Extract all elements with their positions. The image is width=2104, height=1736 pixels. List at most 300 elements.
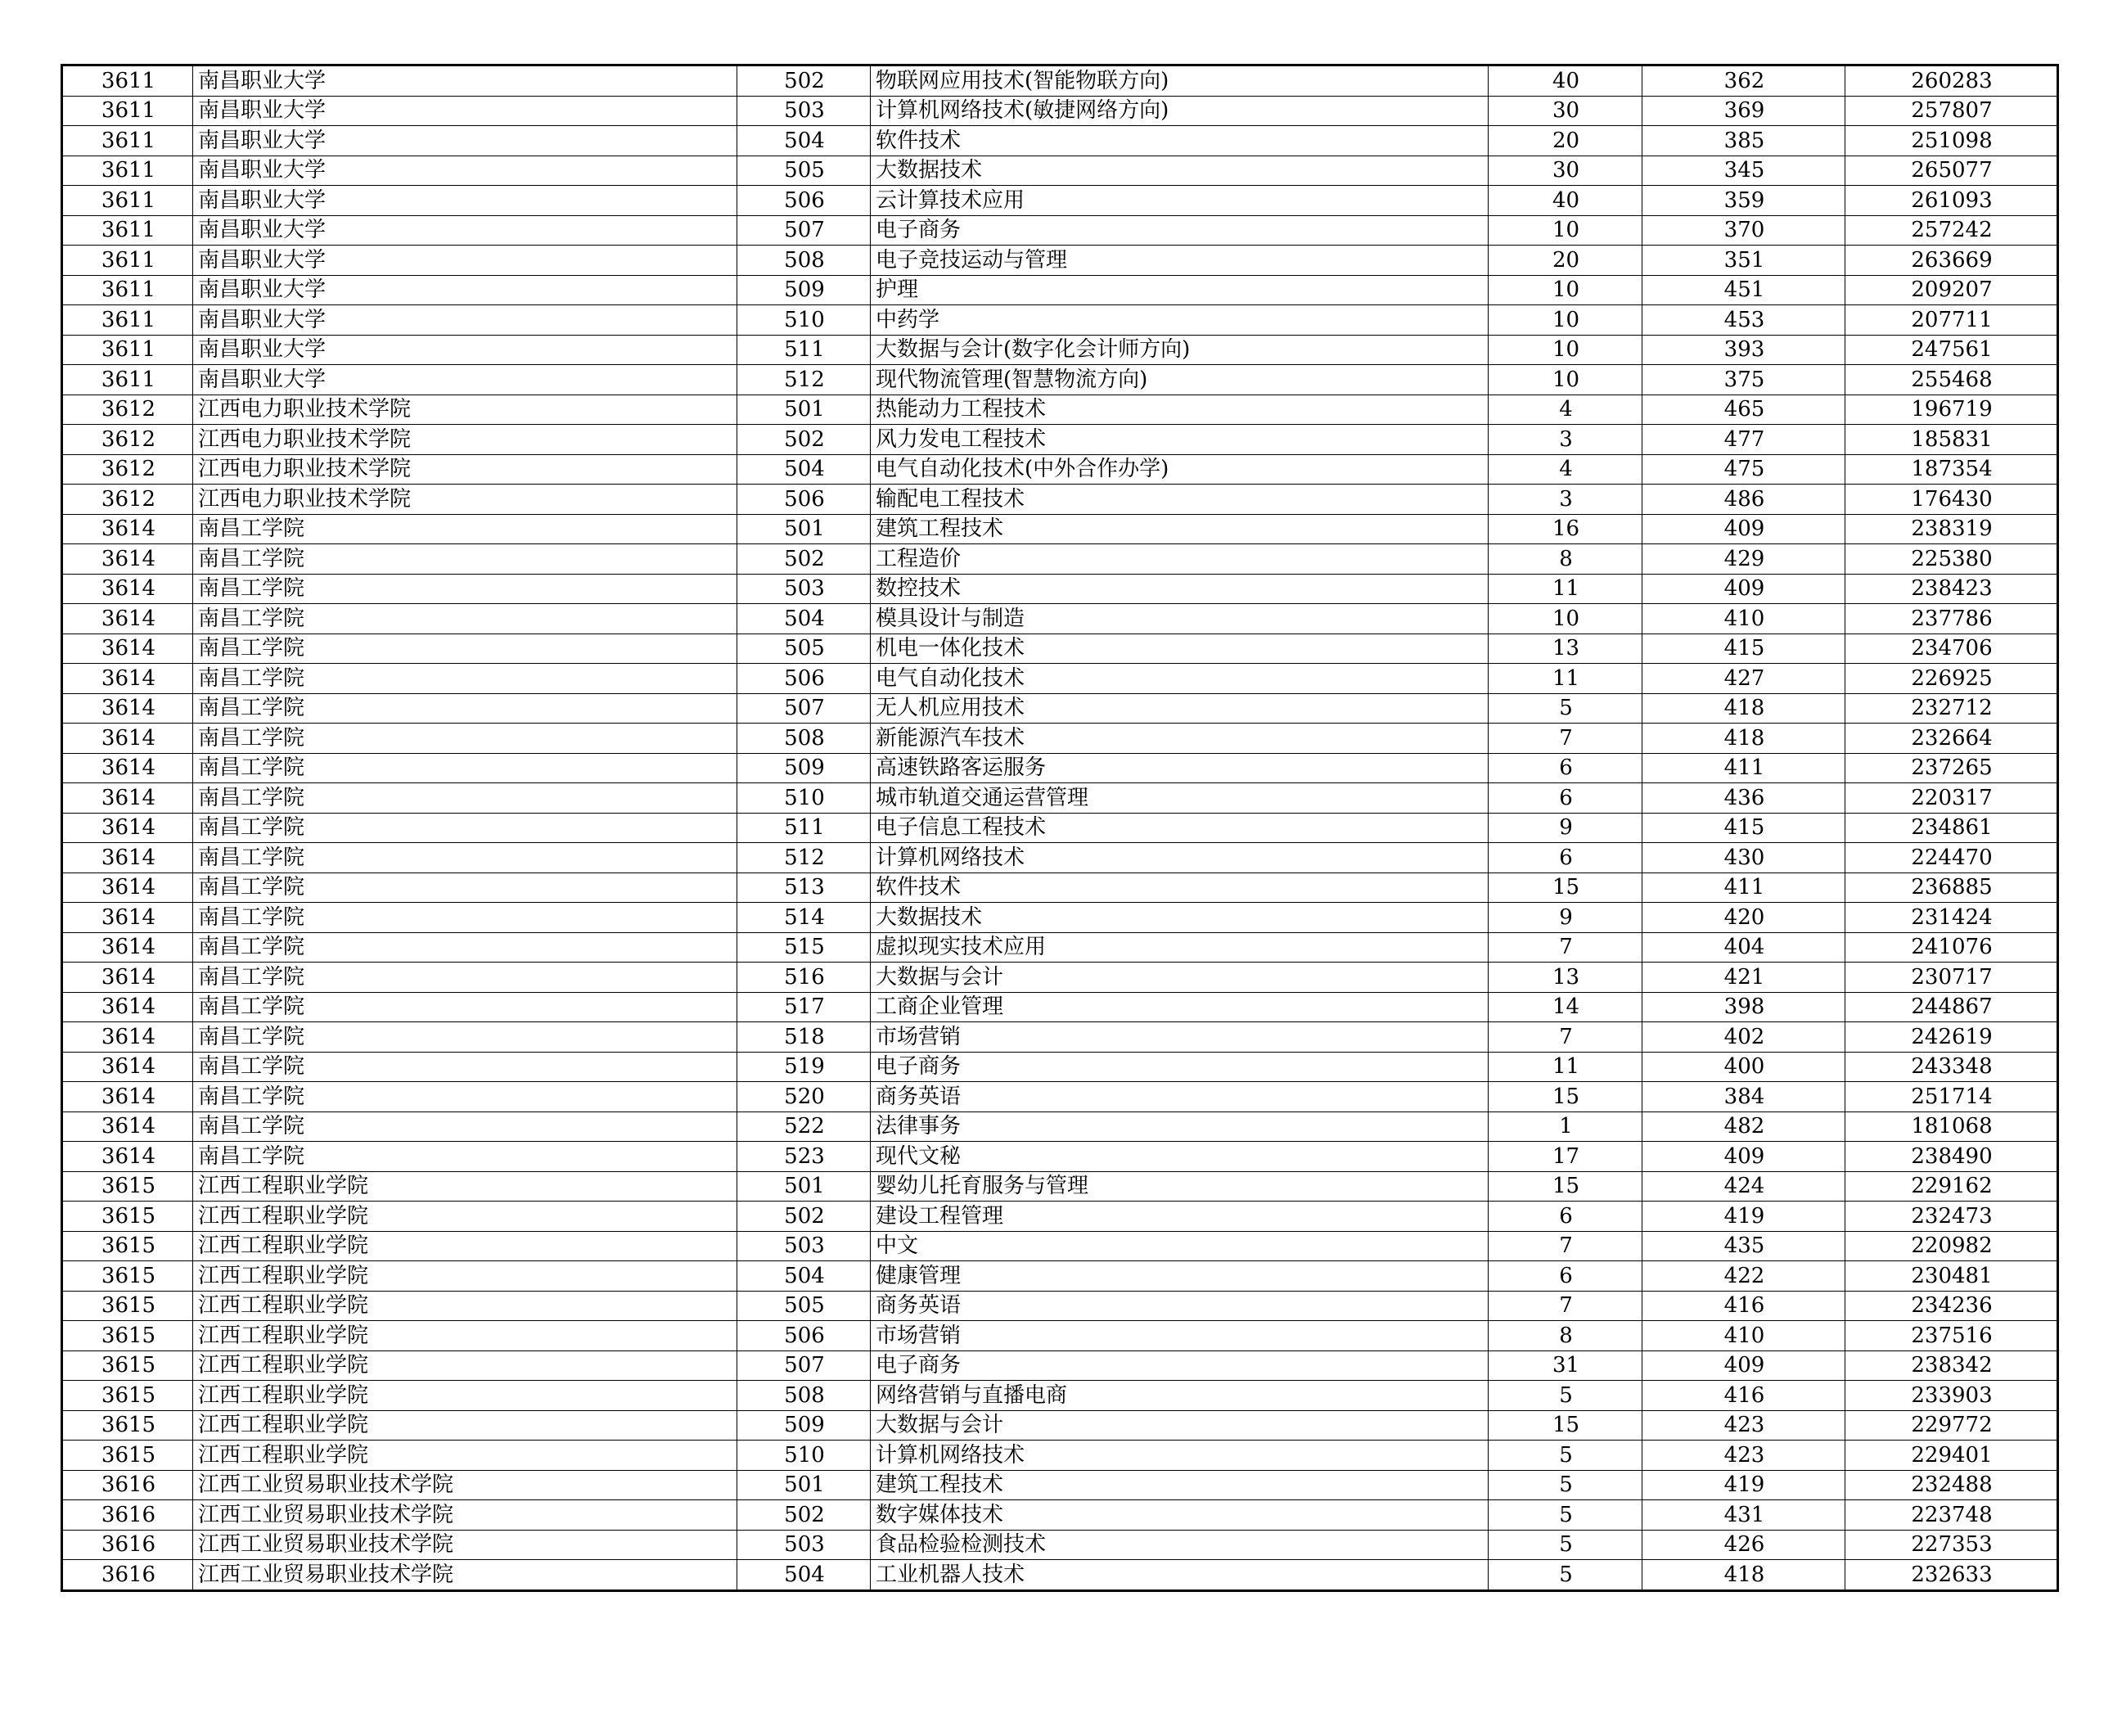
min-rank-cell: 223748 <box>1845 1500 2058 1531</box>
min-score-cell: 409 <box>1642 1142 1845 1172</box>
school-code-cell: 3615 <box>62 1441 193 1471</box>
min-rank-cell: 255468 <box>1845 365 2058 395</box>
school-code-cell: 3611 <box>62 305 193 336</box>
school-name-cell: 南昌工学院 <box>193 903 737 933</box>
min-score-cell: 482 <box>1642 1111 1845 1142</box>
major-code-cell: 502 <box>737 1500 871 1531</box>
plan-count-cell: 5 <box>1489 1441 1642 1471</box>
table-row <box>62 544 2058 575</box>
min-score-cell: 429 <box>1642 544 1845 575</box>
min-score-cell: 436 <box>1642 783 1845 814</box>
table-row <box>62 1441 2058 1471</box>
plan-count-cell: 1 <box>1489 1111 1642 1142</box>
major-code-cell: 513 <box>737 873 871 903</box>
school-name-cell: 南昌工学院 <box>193 1052 737 1082</box>
min-score-cell: 370 <box>1642 215 1845 246</box>
major-name-cell: 中药学 <box>871 305 1489 336</box>
major-code-cell: 519 <box>737 1052 871 1082</box>
school-code-cell: 3614 <box>62 753 193 783</box>
school-name-cell: 南昌工学院 <box>193 514 737 544</box>
major-name-cell: 软件技术 <box>871 873 1489 903</box>
major-code-cell: 515 <box>737 932 871 963</box>
plan-count-cell: 10 <box>1489 604 1642 634</box>
plan-count-cell: 7 <box>1489 1022 1642 1053</box>
major-name-cell: 电气自动化技术 <box>871 664 1489 694</box>
major-code-cell: 507 <box>737 1350 871 1381</box>
major-code-cell: 511 <box>737 335 871 365</box>
min-score-cell: 427 <box>1642 664 1845 694</box>
min-score-cell: 421 <box>1642 963 1845 993</box>
min-rank-cell: 237516 <box>1845 1321 2058 1351</box>
min-score-cell: 422 <box>1642 1261 1845 1292</box>
min-score-cell: 384 <box>1642 1082 1845 1112</box>
school-name-cell: 南昌职业大学 <box>193 246 737 276</box>
major-name-cell: 市场营销 <box>871 1321 1489 1351</box>
school-name-cell: 南昌职业大学 <box>193 156 737 186</box>
table-row <box>62 1082 2058 1112</box>
table-row <box>62 693 2058 724</box>
major-code-cell: 504 <box>737 1560 871 1591</box>
min-rank-cell: 207711 <box>1845 305 2058 336</box>
major-code-cell: 502 <box>737 544 871 575</box>
school-code-cell: 3614 <box>62 932 193 963</box>
table-row <box>62 1202 2058 1232</box>
min-score-cell: 393 <box>1642 335 1845 365</box>
plan-count-cell: 40 <box>1489 186 1642 216</box>
min-score-cell: 486 <box>1642 485 1845 515</box>
min-rank-cell: 241076 <box>1845 932 2058 963</box>
school-code-cell: 3614 <box>62 604 193 634</box>
school-code-cell: 3612 <box>62 485 193 515</box>
major-name-cell: 建设工程管理 <box>871 1202 1489 1232</box>
major-code-cell: 520 <box>737 1082 871 1112</box>
min-rank-cell: 225380 <box>1845 544 2058 575</box>
major-code-cell: 509 <box>737 275 871 305</box>
plan-count-cell: 3 <box>1489 425 1642 455</box>
major-name-cell: 中文 <box>871 1231 1489 1261</box>
min-rank-cell: 261093 <box>1845 186 2058 216</box>
major-code-cell: 510 <box>737 783 871 814</box>
school-name-cell: 江西电力职业技术学院 <box>193 395 737 425</box>
table-row <box>62 1321 2058 1351</box>
major-name-cell: 现代文秘 <box>871 1142 1489 1172</box>
min-score-cell: 411 <box>1642 873 1845 903</box>
min-score-cell: 418 <box>1642 724 1845 754</box>
major-code-cell: 523 <box>737 1142 871 1172</box>
min-rank-cell: 226925 <box>1845 664 2058 694</box>
school-name-cell: 江西工程职业学院 <box>193 1261 737 1292</box>
school-name-cell: 南昌职业大学 <box>193 335 737 365</box>
table-row <box>62 1171 2058 1202</box>
min-rank-cell: 232473 <box>1845 1202 2058 1232</box>
major-name-cell: 计算机网络技术 <box>871 1441 1489 1471</box>
major-code-cell: 504 <box>737 604 871 634</box>
min-score-cell: 430 <box>1642 843 1845 873</box>
school-code-cell: 3614 <box>62 634 193 664</box>
school-code-cell: 3611 <box>62 156 193 186</box>
min-score-cell: 385 <box>1642 126 1845 156</box>
plan-count-cell: 17 <box>1489 1142 1642 1172</box>
school-code-cell: 3615 <box>62 1171 193 1202</box>
min-rank-cell: 227353 <box>1845 1530 2058 1560</box>
major-code-cell: 516 <box>737 963 871 993</box>
plan-count-cell: 15 <box>1489 1171 1642 1202</box>
plan-count-cell: 15 <box>1489 873 1642 903</box>
school-name-cell: 江西工程职业学院 <box>193 1171 737 1202</box>
school-code-cell: 3614 <box>62 813 193 843</box>
school-code-cell: 3615 <box>62 1291 193 1321</box>
table-row <box>62 753 2058 783</box>
school-name-cell: 江西工程职业学院 <box>193 1350 737 1381</box>
min-score-cell: 409 <box>1642 514 1845 544</box>
school-name-cell: 南昌工学院 <box>193 724 737 754</box>
min-rank-cell: 234236 <box>1845 1291 2058 1321</box>
school-name-cell: 江西工业贸易职业技术学院 <box>193 1500 737 1531</box>
major-code-cell: 503 <box>737 96 871 126</box>
plan-count-cell: 11 <box>1489 664 1642 694</box>
major-code-cell: 514 <box>737 903 871 933</box>
table-row <box>62 186 2058 216</box>
table-row <box>62 126 2058 156</box>
table-row <box>62 156 2058 186</box>
min-rank-cell: 220317 <box>1845 783 2058 814</box>
school-name-cell: 南昌工学院 <box>193 604 737 634</box>
min-score-cell: 418 <box>1642 1560 1845 1591</box>
table-row <box>62 485 2058 515</box>
major-code-cell: 510 <box>737 1441 871 1471</box>
school-code-cell: 3611 <box>62 335 193 365</box>
major-name-cell: 高速铁路客运服务 <box>871 753 1489 783</box>
plan-count-cell: 4 <box>1489 454 1642 485</box>
school-code-cell: 3614 <box>62 903 193 933</box>
school-code-cell: 3614 <box>62 1082 193 1112</box>
major-name-cell: 工商企业管理 <box>871 992 1489 1022</box>
school-code-cell: 3615 <box>62 1231 193 1261</box>
table-row <box>62 305 2058 336</box>
major-name-cell: 虚拟现实技术应用 <box>871 932 1489 963</box>
plan-count-cell: 20 <box>1489 246 1642 276</box>
table-row <box>62 96 2058 126</box>
school-name-cell: 江西工业贸易职业技术学院 <box>193 1530 737 1560</box>
major-code-cell: 509 <box>737 1410 871 1441</box>
school-name-cell: 江西工程职业学院 <box>193 1441 737 1471</box>
plan-count-cell: 9 <box>1489 903 1642 933</box>
min-rank-cell: 232633 <box>1845 1560 2058 1591</box>
school-name-cell: 南昌职业大学 <box>193 186 737 216</box>
school-name-cell: 江西工业贸易职业技术学院 <box>193 1560 737 1591</box>
min-score-cell: 410 <box>1642 1321 1845 1351</box>
plan-count-cell: 40 <box>1489 65 1642 97</box>
min-rank-cell: 265077 <box>1845 156 2058 186</box>
school-code-cell: 3614 <box>62 873 193 903</box>
school-code-cell: 3611 <box>62 246 193 276</box>
school-name-cell: 江西工程职业学院 <box>193 1381 737 1411</box>
plan-count-cell: 15 <box>1489 1410 1642 1441</box>
major-name-cell: 健康管理 <box>871 1261 1489 1292</box>
table-row <box>62 963 2058 993</box>
plan-count-cell: 20 <box>1489 126 1642 156</box>
major-name-cell: 工业机器人技术 <box>871 1560 1489 1591</box>
school-code-cell: 3611 <box>62 65 193 97</box>
plan-count-cell: 10 <box>1489 335 1642 365</box>
school-code-cell: 3616 <box>62 1560 193 1591</box>
school-code-cell: 3612 <box>62 425 193 455</box>
school-code-cell: 3615 <box>62 1410 193 1441</box>
school-code-cell: 3614 <box>62 1022 193 1053</box>
table-row <box>62 1261 2058 1292</box>
min-score-cell: 416 <box>1642 1291 1845 1321</box>
plan-count-cell: 14 <box>1489 992 1642 1022</box>
school-name-cell: 南昌工学院 <box>193 932 737 963</box>
major-name-cell: 电气自动化技术(中外合作办学) <box>871 454 1489 485</box>
min-rank-cell: 238490 <box>1845 1142 2058 1172</box>
major-code-cell: 508 <box>737 246 871 276</box>
min-rank-cell: 243348 <box>1845 1052 2058 1082</box>
plan-count-cell: 6 <box>1489 783 1642 814</box>
plan-count-cell: 8 <box>1489 1321 1642 1351</box>
plan-count-cell: 3 <box>1489 485 1642 515</box>
plan-count-cell: 11 <box>1489 574 1642 604</box>
table-row <box>62 1142 2058 1172</box>
plan-count-cell: 13 <box>1489 963 1642 993</box>
school-name-cell: 江西电力职业技术学院 <box>193 485 737 515</box>
school-name-cell: 南昌工学院 <box>193 992 737 1022</box>
plan-count-cell: 7 <box>1489 1291 1642 1321</box>
plan-count-cell: 30 <box>1489 96 1642 126</box>
table-row <box>62 246 2058 276</box>
school-code-cell: 3615 <box>62 1350 193 1381</box>
school-name-cell: 江西工业贸易职业技术学院 <box>193 1470 737 1500</box>
major-name-cell: 电子商务 <box>871 215 1489 246</box>
plan-count-cell: 8 <box>1489 544 1642 575</box>
school-code-cell: 3615 <box>62 1381 193 1411</box>
min-score-cell: 423 <box>1642 1410 1845 1441</box>
plan-count-cell: 5 <box>1489 1470 1642 1500</box>
school-name-cell: 南昌工学院 <box>193 1082 737 1112</box>
min-rank-cell: 251098 <box>1845 126 2058 156</box>
min-score-cell: 423 <box>1642 1441 1845 1471</box>
min-score-cell: 375 <box>1642 365 1845 395</box>
plan-count-cell: 10 <box>1489 365 1642 395</box>
major-code-cell: 504 <box>737 126 871 156</box>
min-score-cell: 409 <box>1642 574 1845 604</box>
min-rank-cell: 229772 <box>1845 1410 2058 1441</box>
min-score-cell: 409 <box>1642 1350 1845 1381</box>
school-name-cell: 南昌职业大学 <box>193 365 737 395</box>
school-name-cell: 南昌工学院 <box>193 843 737 873</box>
school-code-cell: 3615 <box>62 1261 193 1292</box>
school-code-cell: 3614 <box>62 1052 193 1082</box>
min-score-cell: 362 <box>1642 65 1845 97</box>
table-row <box>62 1022 2058 1053</box>
min-rank-cell: 238319 <box>1845 514 2058 544</box>
major-name-cell: 计算机网络技术 <box>871 843 1489 873</box>
min-score-cell: 369 <box>1642 96 1845 126</box>
school-code-cell: 3611 <box>62 365 193 395</box>
major-code-cell: 502 <box>737 1202 871 1232</box>
major-name-cell: 商务英语 <box>871 1291 1489 1321</box>
major-name-cell: 大数据与会计(数字化会计师方向) <box>871 335 1489 365</box>
min-rank-cell: 236885 <box>1845 873 2058 903</box>
table-row <box>62 1470 2058 1500</box>
school-name-cell: 南昌职业大学 <box>193 96 737 126</box>
school-name-cell: 南昌职业大学 <box>193 275 737 305</box>
min-rank-cell: 229401 <box>1845 1441 2058 1471</box>
min-rank-cell: 229162 <box>1845 1171 2058 1202</box>
major-code-cell: 504 <box>737 1261 871 1292</box>
major-name-cell: 热能动力工程技术 <box>871 395 1489 425</box>
school-code-cell: 3612 <box>62 395 193 425</box>
major-code-cell: 505 <box>737 156 871 186</box>
min-score-cell: 415 <box>1642 634 1845 664</box>
major-code-cell: 506 <box>737 485 871 515</box>
table-row <box>62 1111 2058 1142</box>
min-rank-cell: 176430 <box>1845 485 2058 515</box>
plan-count-cell: 5 <box>1489 1381 1642 1411</box>
table-row <box>62 454 2058 485</box>
min-score-cell: 426 <box>1642 1530 1845 1560</box>
plan-count-cell: 7 <box>1489 724 1642 754</box>
major-name-cell: 模具设计与制造 <box>871 604 1489 634</box>
table-row <box>62 215 2058 246</box>
min-score-cell: 398 <box>1642 992 1845 1022</box>
major-name-cell: 大数据技术 <box>871 156 1489 186</box>
plan-count-cell: 13 <box>1489 634 1642 664</box>
school-name-cell: 江西工程职业学院 <box>193 1202 737 1232</box>
min-rank-cell: 232488 <box>1845 1470 2058 1500</box>
school-code-cell: 3614 <box>62 783 193 814</box>
school-name-cell: 南昌职业大学 <box>193 126 737 156</box>
min-rank-cell: 263669 <box>1845 246 2058 276</box>
major-name-cell: 新能源汽车技术 <box>871 724 1489 754</box>
school-name-cell: 南昌职业大学 <box>193 65 737 97</box>
table-row <box>62 634 2058 664</box>
table-row <box>62 1052 2058 1082</box>
table-row <box>62 724 2058 754</box>
plan-count-cell: 5 <box>1489 1560 1642 1591</box>
table-row <box>62 1530 2058 1560</box>
school-code-cell: 3614 <box>62 514 193 544</box>
major-name-cell: 商务英语 <box>871 1082 1489 1112</box>
school-code-cell: 3611 <box>62 126 193 156</box>
major-code-cell: 518 <box>737 1022 871 1053</box>
table-body <box>62 65 2058 1591</box>
table-row <box>62 1291 2058 1321</box>
min-rank-cell: 209207 <box>1845 275 2058 305</box>
plan-count-cell: 31 <box>1489 1350 1642 1381</box>
major-name-cell: 电子信息工程技术 <box>871 813 1489 843</box>
school-name-cell: 南昌职业大学 <box>193 305 737 336</box>
major-code-cell: 508 <box>737 724 871 754</box>
major-name-cell: 婴幼儿托育服务与管理 <box>871 1171 1489 1202</box>
table-row <box>62 783 2058 814</box>
major-name-cell: 法律事务 <box>871 1111 1489 1142</box>
major-name-cell: 大数据技术 <box>871 903 1489 933</box>
school-code-cell: 3611 <box>62 96 193 126</box>
plan-count-cell: 6 <box>1489 1261 1642 1292</box>
major-name-cell: 食品检验检测技术 <box>871 1530 1489 1560</box>
min-score-cell: 351 <box>1642 246 1845 276</box>
major-code-cell: 507 <box>737 215 871 246</box>
min-rank-cell: 251714 <box>1845 1082 2058 1112</box>
school-code-cell: 3615 <box>62 1202 193 1232</box>
min-rank-cell: 224470 <box>1845 843 2058 873</box>
table-row <box>62 395 2058 425</box>
major-code-cell: 503 <box>737 574 871 604</box>
major-code-cell: 503 <box>737 1231 871 1261</box>
plan-count-cell: 5 <box>1489 1500 1642 1531</box>
min-rank-cell: 244867 <box>1845 992 2058 1022</box>
major-name-cell: 软件技术 <box>871 126 1489 156</box>
min-score-cell: 418 <box>1642 693 1845 724</box>
major-name-cell: 大数据与会计 <box>871 1410 1489 1441</box>
major-name-cell: 数字媒体技术 <box>871 1500 1489 1531</box>
table-row <box>62 843 2058 873</box>
major-code-cell: 501 <box>737 514 871 544</box>
major-code-cell: 501 <box>737 395 871 425</box>
school-name-cell: 南昌工学院 <box>193 963 737 993</box>
major-code-cell: 504 <box>737 454 871 485</box>
plan-count-cell: 10 <box>1489 215 1642 246</box>
min-rank-cell: 247561 <box>1845 335 2058 365</box>
major-code-cell: 506 <box>737 186 871 216</box>
major-name-cell: 工程造价 <box>871 544 1489 575</box>
major-code-cell: 505 <box>737 634 871 664</box>
table-row <box>62 425 2058 455</box>
major-name-cell: 电子商务 <box>871 1052 1489 1082</box>
min-rank-cell: 185831 <box>1845 425 2058 455</box>
plan-count-cell: 7 <box>1489 932 1642 963</box>
major-name-cell: 建筑工程技术 <box>871 514 1489 544</box>
table-row <box>62 514 2058 544</box>
major-name-cell: 物联网应用技术(智能物联方向) <box>871 65 1489 97</box>
major-name-cell: 数控技术 <box>871 574 1489 604</box>
plan-count-cell: 7 <box>1489 1231 1642 1261</box>
table-row <box>62 664 2058 694</box>
min-score-cell: 400 <box>1642 1052 1845 1082</box>
school-code-cell: 3615 <box>62 1321 193 1351</box>
school-name-cell: 江西工程职业学院 <box>193 1410 737 1441</box>
min-rank-cell: 237786 <box>1845 604 2058 634</box>
major-name-cell: 输配电工程技术 <box>871 485 1489 515</box>
school-name-cell: 南昌工学院 <box>193 813 737 843</box>
school-name-cell: 南昌工学院 <box>193 1022 737 1053</box>
min-score-cell: 435 <box>1642 1231 1845 1261</box>
major-name-cell: 电子竞技运动与管理 <box>871 246 1489 276</box>
school-code-cell: 3614 <box>62 992 193 1022</box>
table-row <box>62 1350 2058 1381</box>
min-rank-cell: 234861 <box>1845 813 2058 843</box>
min-score-cell: 410 <box>1642 604 1845 634</box>
min-rank-cell: 196719 <box>1845 395 2058 425</box>
plan-count-cell: 4 <box>1489 395 1642 425</box>
school-name-cell: 南昌工学院 <box>193 574 737 604</box>
major-code-cell: 501 <box>737 1470 871 1500</box>
major-name-cell: 建筑工程技术 <box>871 1470 1489 1500</box>
min-score-cell: 453 <box>1642 305 1845 336</box>
table-row <box>62 1231 2058 1261</box>
school-code-cell: 3614 <box>62 843 193 873</box>
major-code-cell: 522 <box>737 1111 871 1142</box>
major-code-cell: 510 <box>737 305 871 336</box>
school-code-cell: 3611 <box>62 186 193 216</box>
school-code-cell: 3614 <box>62 544 193 575</box>
plan-count-cell: 5 <box>1489 693 1642 724</box>
school-name-cell: 南昌工学院 <box>193 1111 737 1142</box>
min-score-cell: 420 <box>1642 903 1845 933</box>
major-name-cell: 机电一体化技术 <box>871 634 1489 664</box>
major-name-cell: 市场营销 <box>871 1022 1489 1053</box>
